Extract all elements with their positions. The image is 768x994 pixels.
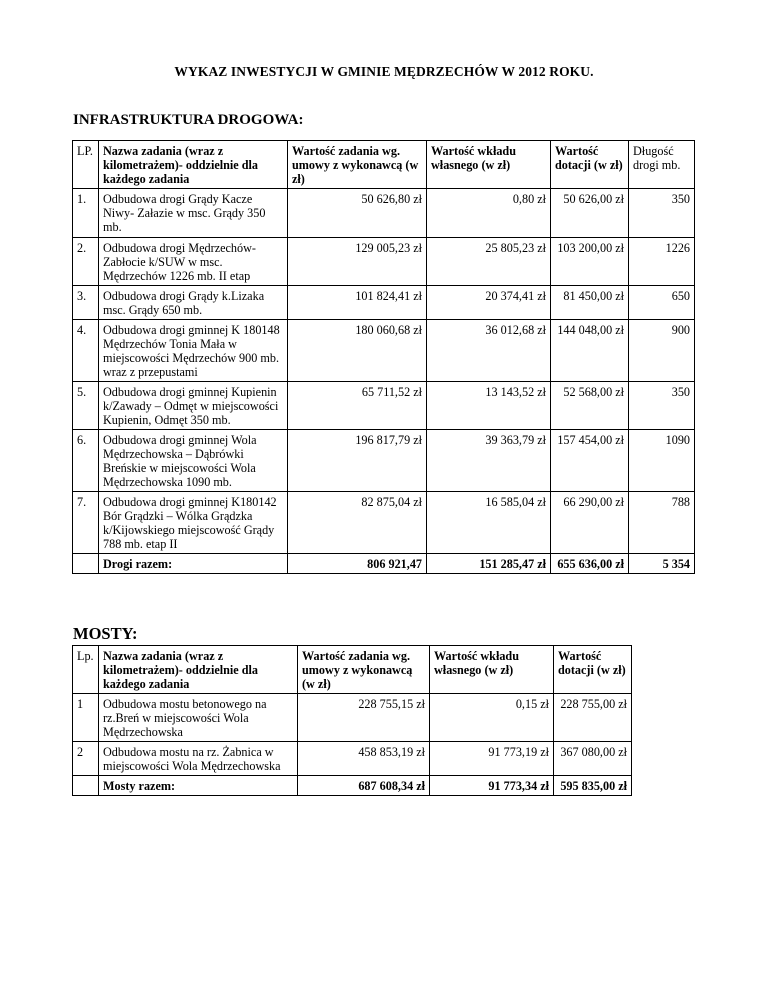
total-own: 91 773,34 zł [430, 776, 554, 796]
cell-grant: 52 568,00 zł [551, 382, 629, 430]
cell-grant: 103 200,00 zł [551, 238, 629, 286]
header-grant: Wartość dotacji (w zł) [551, 141, 629, 189]
cell-lp-empty [73, 776, 99, 796]
cell-lp: 3. [73, 286, 99, 320]
roads-table [72, 140, 695, 574]
document-title: WYKAZ INWESTYCJI W GMINIE MĘDRZECHÓW W 2012 ROKU. [174, 64, 594, 79]
table-header-row [73, 646, 632, 694]
cell-grant: 66 290,00 zł [551, 492, 629, 554]
cell-lp: 2 [73, 742, 99, 776]
cell-value: 65 711,52 zł [288, 382, 427, 430]
cell-lp: 5. [73, 382, 99, 430]
cell-grant: 50 626,00 zł [551, 189, 629, 238]
cell-name: Odbudowa drogi Grądy k.Lizaka msc. Grądy 650 mb. [99, 286, 288, 320]
header-lp: Lp. [73, 646, 99, 694]
cell-own: 36 012,68 zł [427, 320, 551, 382]
cell-own: 20 374,41 zł [427, 286, 551, 320]
cell-name: Odbudowa drogi gminnej K 180148 Mędrzechów Tonia Mała w miejscowości Mędrzechów 900 mb. wraz z przepustami [99, 320, 288, 382]
total-grant: 595 835,00 zł [554, 776, 632, 796]
cell-value: 50 626,80 zł [288, 189, 427, 238]
header-name: Nazwa zadania (wraz z kilometrażem)- oddzielnie dla każdego zadania [99, 646, 298, 694]
cell-name: Odbudowa drogi gminnej Wola Mędrzechowska – Dąbrówki Breńskie w miejscowości Wola Mędrzechowska 1090 mb. [99, 430, 288, 492]
header-own: Wartość wkładu własnego (w zł) [430, 646, 554, 694]
cell-value: 196 817,79 zł [288, 430, 427, 492]
table-row [73, 238, 695, 286]
cell-lp: 1. [73, 189, 99, 238]
header-grant: Wartość dotacji (w zł) [554, 646, 632, 694]
cell-length: 350 [629, 382, 695, 430]
cell-value: 101 824,41 zł [288, 286, 427, 320]
header-length: Długość drogi mb. [629, 141, 695, 189]
table-row [73, 430, 695, 492]
table-row [73, 492, 695, 554]
table-row [73, 189, 695, 238]
cell-value: 458 853,19 zł [298, 742, 430, 776]
cell-name: Odbudowa drogi Mędrzechów- Zabłocie k/SUW w msc. Mędrzechów 1226 mb. II etap [99, 238, 288, 286]
total-row [73, 776, 632, 796]
cell-value: 82 875,04 zł [288, 492, 427, 554]
cell-length: 1226 [629, 238, 695, 286]
table-row [73, 742, 632, 776]
table-row [73, 382, 695, 430]
cell-value: 129 005,23 zł [288, 238, 427, 286]
cell-lp: 4. [73, 320, 99, 382]
header-own: Wartość wkładu własnego (w zł) [427, 141, 551, 189]
header-value: Wartość zadania wg. umowy z wykonawcą (w zł) [288, 141, 427, 189]
cell-lp: 6. [73, 430, 99, 492]
header-name: Nazwa zadania (wraz z kilometrażem)- oddzielnie dla każdego zadania [99, 141, 288, 189]
total-value: 687 608,34 zł [298, 776, 430, 796]
cell-own: 0,80 zł [427, 189, 551, 238]
cell-length: 900 [629, 320, 695, 382]
cell-length: 788 [629, 492, 695, 554]
total-grant: 655 636,00 zł [551, 554, 629, 574]
total-length: 5 354 [629, 554, 695, 574]
total-label: Drogi razem: [99, 554, 288, 574]
table-row [73, 694, 632, 742]
total-row [73, 554, 695, 574]
cell-grant: 228 755,00 zł [554, 694, 632, 742]
cell-name: Odbudowa mostu betonowego na rz.Breń w miejscowości Wola Mędrzechowska [99, 694, 298, 742]
cell-own: 0,15 zł [430, 694, 554, 742]
total-own: 151 285,47 zł [427, 554, 551, 574]
table-row [73, 286, 695, 320]
cell-length: 650 [629, 286, 695, 320]
cell-value: 180 060,68 zł [288, 320, 427, 382]
cell-lp: 7. [73, 492, 99, 554]
cell-name: Odbudowa drogi gminnej K180142 Bór Grądzki – Wólka Grądzka k/Kijowskiego miejscowość Grądy 788 mb. etap II [99, 492, 288, 554]
cell-own: 16 585,04 zł [427, 492, 551, 554]
total-value: 806 921,47 [288, 554, 427, 574]
cell-name: Odbudowa mostu na rz. Żabnica w miejscowości Wola Mędrzechowska [99, 742, 298, 776]
cell-name: Odbudowa drogi gminnej Kupienin k/Zawady – Odmęt w miejscowości Kupienin, Odmęt 350 mb. [99, 382, 288, 430]
cell-grant: 157 454,00 zł [551, 430, 629, 492]
cell-grant: 81 450,00 zł [551, 286, 629, 320]
cell-own: 39 363,79 zł [427, 430, 551, 492]
cell-lp: 2. [73, 238, 99, 286]
cell-own: 91 773,19 zł [430, 742, 554, 776]
cell-length: 350 [629, 189, 695, 238]
cell-lp: 1 [73, 694, 99, 742]
cell-lp-empty [73, 554, 99, 574]
cell-name: Odbudowa drogi Grądy Kacze Niwy- Załazie w msc. Grądy 350 mb. [99, 189, 288, 238]
table-header-row [73, 141, 695, 189]
cell-value: 228 755,15 zł [298, 694, 430, 742]
cell-own: 25 805,23 zł [427, 238, 551, 286]
table-row [73, 320, 695, 382]
cell-grant: 144 048,00 zł [551, 320, 629, 382]
section-title-roads: INFRASTRUKTURA DROGOWA: [73, 112, 304, 128]
bridges-table [72, 645, 632, 796]
cell-own: 13 143,52 zł [427, 382, 551, 430]
total-label: Mosty razem: [99, 776, 298, 796]
section-title-bridges: MOSTY: [73, 624, 138, 643]
header-value: Wartość zadania wg. umowy z wykonawcą (w zł) [298, 646, 430, 694]
cell-grant: 367 080,00 zł [554, 742, 632, 776]
cell-length: 1090 [629, 430, 695, 492]
header-lp: LP. [73, 141, 99, 189]
